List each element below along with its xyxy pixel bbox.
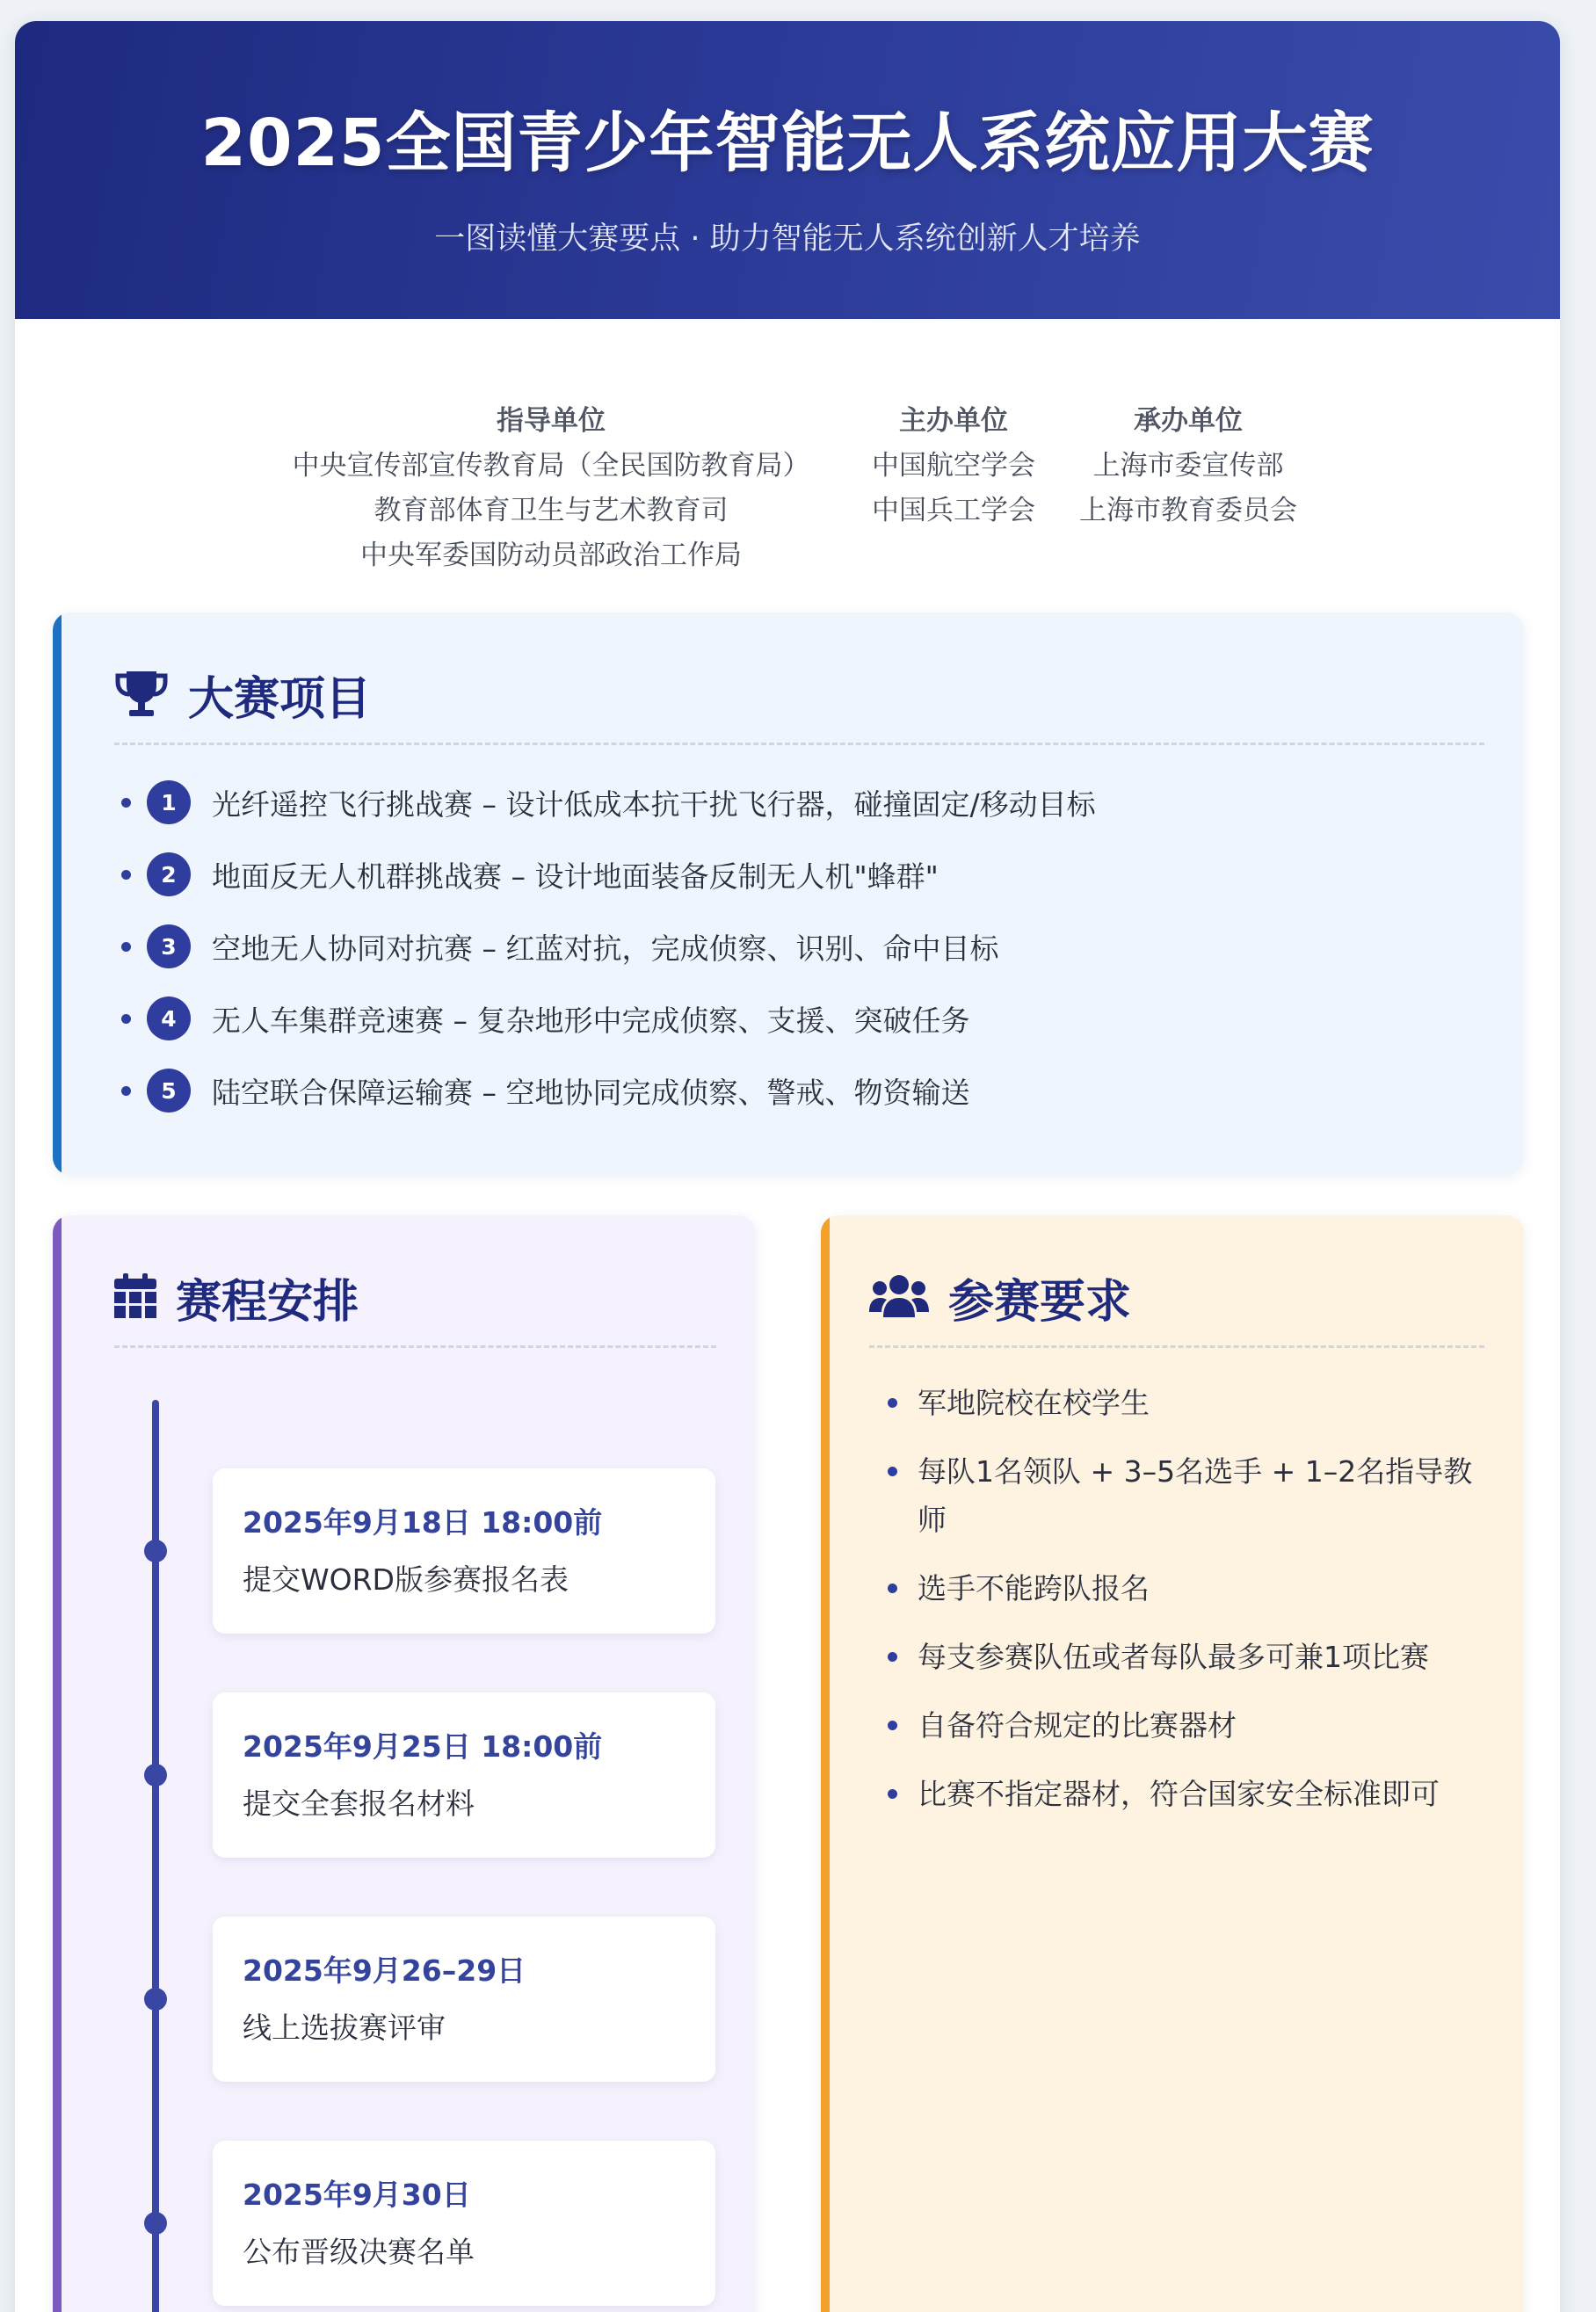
bullet-icon — [121, 870, 131, 880]
project-text: 光纤遥控飞行挑战赛 – 设计低成本抗干扰飞行器，碰撞固定/移动目标 — [212, 786, 1096, 822]
requirements-list — [888, 1379, 1480, 1838]
list-item — [888, 1701, 1480, 1750]
requirements-card — [821, 1215, 1524, 2312]
guide-units — [287, 399, 815, 578]
timeline-desc: 提交WORD版参赛报名表 — [243, 1562, 569, 1597]
schedule-title: 赛程安排 — [176, 1276, 359, 1329]
number-badge: 5 — [147, 1069, 191, 1113]
timeline-item — [213, 2141, 715, 2306]
host-units — [848, 399, 1059, 533]
requirement-text: 自备符合规定的比赛器材 — [918, 1708, 1237, 1743]
requirements-heading — [869, 1265, 1131, 1330]
page-title: 2025全国青少年智能无人系统应用大赛 — [200, 105, 1375, 181]
list-item — [888, 1379, 1480, 1427]
organizer-unit: 上海市教育委员会 — [1079, 495, 1297, 526]
list-item — [888, 1770, 1480, 1818]
list-item — [888, 1564, 1480, 1613]
timeline-desc: 线上选拔赛评审 — [243, 2011, 446, 2045]
schedule-divider — [114, 1345, 716, 1348]
bullet-icon — [121, 798, 131, 808]
projects-accent-bar — [53, 612, 62, 1175]
timeline-date: 2025年9月25日 18:00前 — [243, 1729, 603, 1764]
schedule-heading — [114, 1265, 359, 1330]
timeline-line — [152, 1400, 159, 2312]
guide-units-title: 指导单位 — [497, 405, 606, 437]
list-item — [121, 776, 1096, 829]
requirement-text: 军地院校在校学生 — [918, 1386, 1150, 1420]
projects-divider — [114, 743, 1484, 745]
timeline-desc: 公布晋级决赛名单 — [243, 2235, 475, 2269]
calendar-icon — [114, 1273, 156, 1323]
timeline-date: 2025年9月18日 18:00前 — [243, 1505, 603, 1540]
bullet-icon — [888, 1789, 897, 1799]
project-text: 陆空联合保障运输赛 – 空地协同完成侦察、警戒、物资输送 — [212, 1075, 970, 1110]
host-units-title: 主办单位 — [899, 405, 1008, 437]
projects-heading — [114, 662, 371, 728]
trophy-icon — [114, 668, 169, 722]
number-badge: 1 — [147, 780, 191, 824]
host-unit: 中国兵工学会 — [872, 495, 1035, 526]
organizations — [15, 399, 1560, 601]
requirements-divider — [869, 1345, 1484, 1348]
number-badge: 2 — [147, 852, 191, 896]
organizer-units-title: 承办单位 — [1134, 405, 1243, 437]
bullet-icon — [888, 1398, 897, 1408]
guide-unit: 中央宣传部宣传教育局（全民国防教育局） — [292, 450, 810, 482]
timeline-dot — [144, 1988, 167, 2011]
bullet-icon — [121, 1014, 131, 1024]
bullet-icon — [888, 1467, 897, 1476]
bullet-icon — [888, 1721, 897, 1730]
guide-unit: 教育部体育卫生与艺术教育司 — [374, 495, 729, 526]
bullet-icon — [121, 942, 131, 952]
timeline-date: 2025年9月30日 — [243, 2178, 471, 2212]
organizer-unit: 上海市委宣传部 — [1092, 450, 1284, 482]
requirements-title: 参赛要求 — [948, 1276, 1132, 1329]
infographic-page — [15, 21, 1560, 2312]
requirement-text: 每队1名领队 + 3–5名选手 + 1–2名指导教师 — [918, 1454, 1473, 1537]
projects-title: 大赛项目 — [188, 673, 372, 726]
timeline-item — [213, 1468, 715, 1634]
project-text: 空地无人协同对抗赛 – 红蓝对抗，完成侦察、识别、命中目标 — [212, 931, 999, 966]
timeline-dot — [144, 1540, 167, 1562]
projects-card — [53, 612, 1524, 1175]
users-icon — [869, 1273, 929, 1323]
schedule-card — [53, 1215, 756, 2312]
guide-unit: 中央军委国防动员部政治工作局 — [360, 540, 742, 571]
list-item — [121, 992, 1096, 1045]
timeline-dot — [144, 2212, 167, 2235]
timeline-date: 2025年9月26–29日 — [243, 1953, 526, 1988]
page-subtitle: 一图读懂大赛要点 · 助力智能无人系统创新人才培养 — [434, 221, 1141, 257]
timeline-desc: 提交全套报名材料 — [243, 1787, 475, 1821]
organizer-units — [1056, 399, 1320, 533]
number-badge: 3 — [147, 924, 191, 968]
schedule-accent-bar — [53, 1215, 62, 2312]
timeline-item — [213, 1692, 715, 1858]
header-banner — [15, 21, 1560, 319]
number-badge: 4 — [147, 997, 191, 1040]
list-item — [888, 1447, 1480, 1544]
project-text: 无人车集群竞速赛 – 复杂地形中完成侦察、支援、突破任务 — [212, 1003, 970, 1038]
timeline-item — [213, 1917, 715, 2082]
bullet-icon — [888, 1652, 897, 1662]
timeline-dot — [144, 1764, 167, 1787]
bullet-icon — [121, 1086, 131, 1096]
requirement-text: 比赛不指定器材，符合国家安全标准即可 — [918, 1777, 1440, 1811]
requirement-text: 每支参赛队伍或者每队最多可兼1项比赛 — [918, 1640, 1429, 1674]
projects-list — [121, 776, 1096, 1136]
project-text: 地面反无人机群挑战赛 – 设计地面装备反制无人机"蜂群" — [212, 859, 939, 894]
list-item — [121, 848, 1096, 901]
list-item — [888, 1633, 1480, 1681]
host-unit: 中国航空学会 — [872, 450, 1035, 482]
bullet-icon — [888, 1584, 897, 1593]
requirement-text: 选手不能跨队报名 — [918, 1571, 1150, 1605]
list-item — [121, 920, 1096, 973]
requirements-accent-bar — [821, 1215, 830, 2312]
list-item — [121, 1064, 1096, 1117]
